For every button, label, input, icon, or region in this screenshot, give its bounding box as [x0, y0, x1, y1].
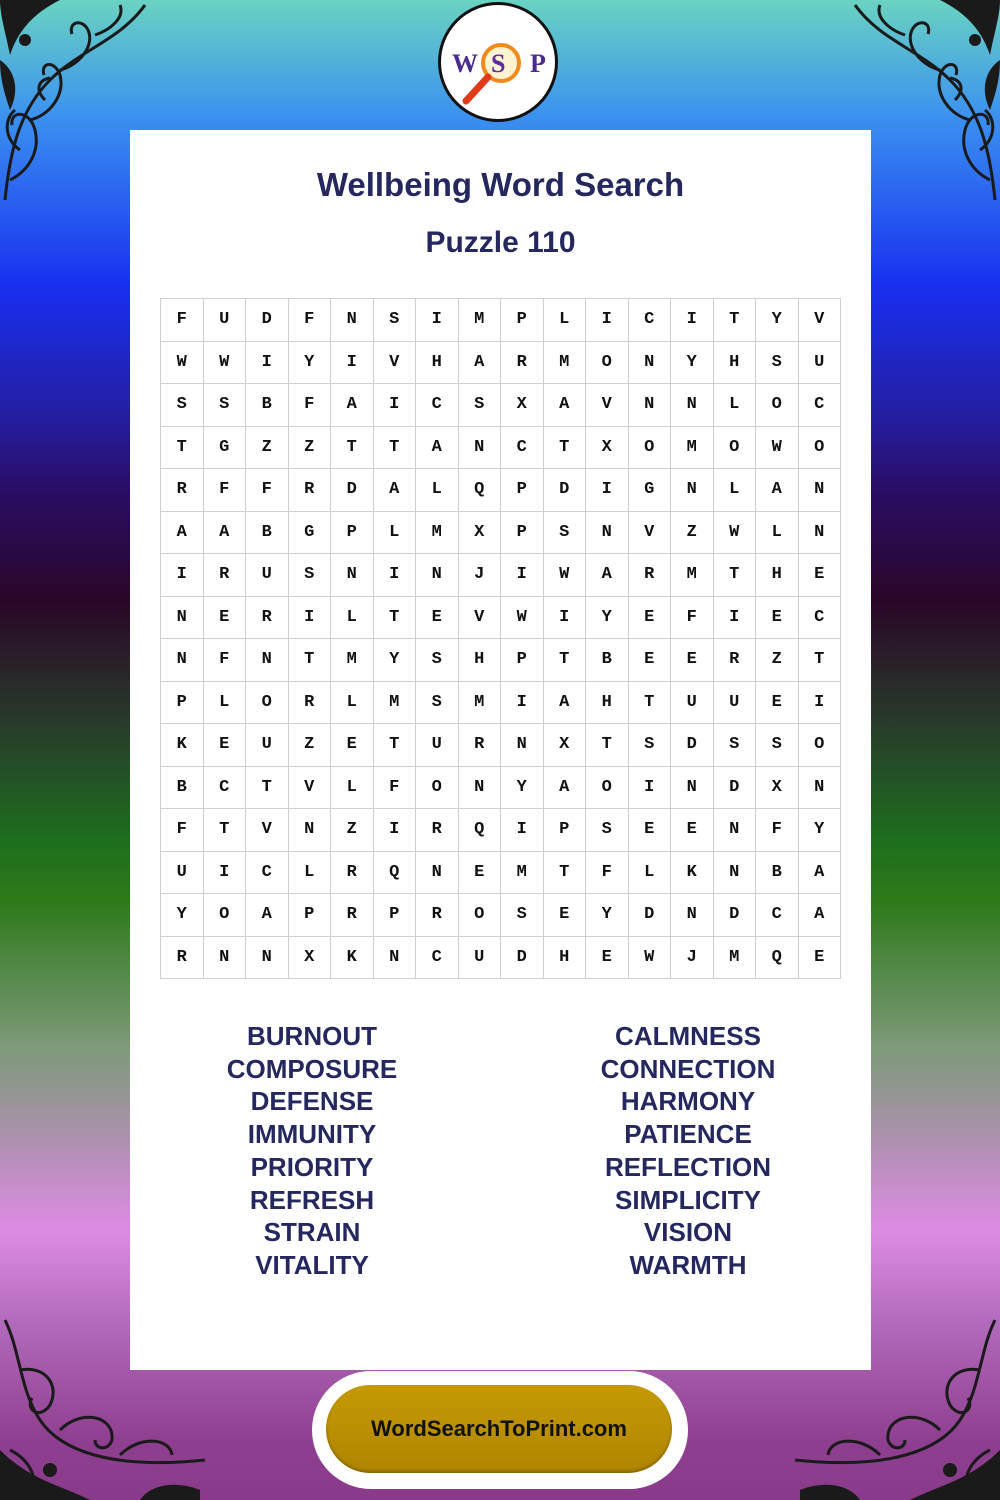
grid-cell[interactable]: N — [501, 724, 544, 767]
grid-cell[interactable]: Y — [289, 342, 332, 385]
word-item: PRIORITY — [250, 1151, 374, 1182]
grid-cell[interactable]: E — [544, 894, 587, 937]
grid-cell[interactable]: I — [246, 342, 289, 385]
grid-cell[interactable]: I — [586, 299, 629, 342]
grid-cell[interactable]: Y — [501, 767, 544, 810]
word-item: SIMPLICITY — [615, 1184, 761, 1215]
grid-cell[interactable]: N — [799, 767, 842, 810]
grid-cell[interactable]: E — [799, 554, 842, 597]
grid-cell[interactable]: N — [714, 852, 757, 895]
logo-letter-w: W — [452, 49, 478, 78]
word-item: CALMNESS — [615, 1021, 761, 1051]
grid-cell[interactable]: R — [289, 682, 332, 725]
grid-cell[interactable]: G — [289, 512, 332, 555]
grid-cell[interactable]: C — [756, 894, 799, 937]
word-item: IMMUNITY — [247, 1119, 377, 1150]
grid-cell[interactable]: T — [246, 767, 289, 810]
grid-cell[interactable]: F — [289, 384, 332, 427]
grid-cell[interactable]: C — [416, 384, 459, 427]
grid-cell[interactable]: F — [671, 597, 714, 640]
grid-cell[interactable]: I — [331, 342, 374, 385]
grid-cell[interactable]: S — [501, 894, 544, 937]
grid-cell[interactable]: S — [629, 724, 672, 767]
grid-cell[interactable]: H — [714, 342, 757, 385]
grid-cell[interactable]: N — [459, 427, 502, 470]
grid-cell[interactable]: V — [799, 299, 842, 342]
grid-cell[interactable]: U — [714, 682, 757, 725]
grid-cell[interactable]: R — [459, 724, 502, 767]
grid-cell[interactable]: N — [671, 384, 714, 427]
grid-cell[interactable]: P — [289, 894, 332, 937]
grid-cell[interactable]: U — [204, 299, 247, 342]
corner-ornament-top-left — [0, 0, 150, 210]
grid-cell[interactable]: M — [459, 682, 502, 725]
grid-cell[interactable]: N — [246, 937, 289, 980]
grid-cell[interactable]: V — [459, 597, 502, 640]
grid-cell[interactable]: X — [501, 384, 544, 427]
grid-cell[interactable]: P — [374, 894, 417, 937]
grid-cell[interactable]: N — [161, 639, 204, 682]
grid-cell[interactable]: O — [586, 342, 629, 385]
grid-cell[interactable]: C — [416, 937, 459, 980]
puzzle-number: Puzzle 110 — [425, 226, 576, 259]
grid-cell[interactable]: B — [246, 512, 289, 555]
grid-cell[interactable]: W — [204, 342, 247, 385]
grid-cell[interactable]: N — [586, 512, 629, 555]
grid-cell[interactable]: I — [416, 299, 459, 342]
grid-cell[interactable]: W — [629, 937, 672, 980]
grid-cell[interactable]: O — [756, 384, 799, 427]
grid-cell[interactable]: P — [501, 639, 544, 682]
grid-cell[interactable]: E — [331, 724, 374, 767]
grid-cell[interactable]: Y — [374, 639, 417, 682]
grid-cell[interactable]: S — [204, 384, 247, 427]
grid-cell[interactable]: N — [799, 512, 842, 555]
grid-cell[interactable]: N — [374, 937, 417, 980]
grid-cell[interactable]: L — [204, 682, 247, 725]
grid-cell[interactable]: R — [161, 937, 204, 980]
grid-cell[interactable]: H — [756, 554, 799, 597]
grid-cell[interactable]: P — [161, 682, 204, 725]
grid-cell[interactable]: K — [331, 937, 374, 980]
grid-cell[interactable]: T — [544, 427, 587, 470]
grid-cell[interactable]: I — [671, 299, 714, 342]
grid-cell[interactable]: N — [246, 639, 289, 682]
grid-cell[interactable]: X — [756, 767, 799, 810]
grid-cell[interactable]: T — [374, 597, 417, 640]
grid-cell[interactable]: E — [204, 597, 247, 640]
word-item: REFRESH — [249, 1184, 375, 1215]
grid-cell[interactable]: E — [671, 639, 714, 682]
word-item: COMPOSURE — [226, 1053, 398, 1084]
grid-cell[interactable]: A — [374, 469, 417, 512]
grid-cell[interactable]: D — [671, 724, 714, 767]
grid-cell[interactable]: F — [204, 639, 247, 682]
grid-cell[interactable]: N — [799, 469, 842, 512]
grid-cell[interactable]: A — [544, 767, 587, 810]
grid-cell[interactable]: P — [501, 299, 544, 342]
grid-cell[interactable]: L — [416, 469, 459, 512]
grid-cell[interactable]: J — [671, 937, 714, 980]
grid-cell[interactable]: B — [161, 767, 204, 810]
grid-cell[interactable]: S — [544, 512, 587, 555]
grid-cell[interactable]: P — [544, 809, 587, 852]
word-item: BURNOUT — [247, 1021, 377, 1051]
grid-cell[interactable]: T — [289, 639, 332, 682]
grid-cell[interactable]: R — [204, 554, 247, 597]
grid-cell[interactable]: O — [586, 767, 629, 810]
grid-cell[interactable]: S — [374, 299, 417, 342]
grid-cell[interactable]: N — [204, 937, 247, 980]
grid-cell[interactable]: A — [544, 384, 587, 427]
grid-cell[interactable]: A — [799, 894, 842, 937]
grid-cell[interactable]: A — [416, 427, 459, 470]
word-item: DEFENSE — [250, 1086, 374, 1117]
grid-cell[interactable]: E — [671, 809, 714, 852]
grid-cell[interactable]: I — [799, 682, 842, 725]
word-item: VITALITY — [255, 1249, 369, 1280]
grid-cell[interactable]: G — [204, 427, 247, 470]
grid-cell[interactable]: R — [161, 469, 204, 512]
grid-cell[interactable]: N — [331, 299, 374, 342]
grid-cell[interactable]: C — [629, 299, 672, 342]
grid-cell[interactable]: P — [331, 512, 374, 555]
grid-cell[interactable]: R — [246, 597, 289, 640]
grid-cell[interactable]: E — [204, 724, 247, 767]
grid-cell[interactable]: V — [246, 809, 289, 852]
grid-cell[interactable]: V — [629, 512, 672, 555]
grid-cell[interactable]: N — [671, 469, 714, 512]
grid-cell[interactable]: D — [629, 894, 672, 937]
grid-cell[interactable]: A — [544, 682, 587, 725]
grid-cell[interactable]: Y — [161, 894, 204, 937]
grid-cell[interactable]: S — [586, 809, 629, 852]
logo-letter-p: P — [530, 49, 546, 78]
grid-cell[interactable]: W — [756, 427, 799, 470]
site-link-text: WordSearchToPrint.com — [371, 1416, 627, 1441]
grid-cell[interactable]: S — [416, 682, 459, 725]
grid-cell[interactable]: E — [799, 937, 842, 980]
grid-cell[interactable]: P — [501, 512, 544, 555]
site-logo[interactable] — [438, 2, 558, 122]
grid-cell[interactable]: V — [374, 342, 417, 385]
grid-cell[interactable]: N — [629, 342, 672, 385]
word-item: CONNECTION — [600, 1053, 776, 1084]
grid-cell[interactable]: T — [714, 554, 757, 597]
puzzle-card — [130, 130, 871, 1370]
grid-cell[interactable]: M — [459, 299, 502, 342]
grid-cell[interactable]: I — [586, 469, 629, 512]
grid-cell[interactable]: E — [756, 597, 799, 640]
grid-cell[interactable]: M — [544, 342, 587, 385]
grid-cell[interactable]: R — [416, 894, 459, 937]
grid-cell[interactable]: Z — [246, 427, 289, 470]
grid-cell[interactable]: M — [671, 554, 714, 597]
grid-cell[interactable]: W — [544, 554, 587, 597]
grid-cell[interactable]: L — [756, 512, 799, 555]
letter-grid — [160, 298, 841, 979]
grid-cell[interactable]: T — [204, 809, 247, 852]
grid-cell[interactable]: T — [331, 427, 374, 470]
grid-cell[interactable]: L — [544, 299, 587, 342]
grid-cell[interactable]: R — [416, 809, 459, 852]
grid-cell[interactable]: U — [246, 724, 289, 767]
grid-cell[interactable]: M — [714, 937, 757, 980]
grid-cell[interactable]: T — [714, 299, 757, 342]
word-item: PATIENCE — [624, 1119, 752, 1150]
grid-cell[interactable]: A — [246, 894, 289, 937]
grid-cell[interactable]: T — [161, 427, 204, 470]
grid-cell[interactable]: N — [459, 767, 502, 810]
word-item: HARMONY — [620, 1086, 756, 1117]
word-item: STRAIN — [263, 1217, 361, 1248]
footer-badge — [312, 1371, 688, 1489]
grid-cell[interactable]: C — [204, 767, 247, 810]
grid-cell[interactable]: U — [671, 682, 714, 725]
word-list-right — [538, 1020, 838, 1282]
grid-cell[interactable]: Q — [374, 852, 417, 895]
grid-cell[interactable]: R — [331, 894, 374, 937]
grid-cell[interactable]: L — [714, 469, 757, 512]
site-link-button[interactable] — [326, 1385, 672, 1473]
grid-cell[interactable]: Z — [671, 512, 714, 555]
grid-cell[interactable]: Y — [586, 894, 629, 937]
grid-cell[interactable]: I — [629, 767, 672, 810]
grid-cell[interactable]: I — [501, 682, 544, 725]
grid-cell[interactable]: S — [756, 724, 799, 767]
grid-cell[interactable]: N — [629, 384, 672, 427]
grid-cell[interactable]: U — [161, 852, 204, 895]
grid-cell[interactable]: D — [544, 469, 587, 512]
grid-cell[interactable]: S — [289, 554, 332, 597]
grid-cell[interactable]: B — [756, 852, 799, 895]
grid-cell[interactable]: I — [161, 554, 204, 597]
page-title: Wellbeing Word Search — [316, 166, 685, 203]
grid-cell[interactable]: R — [289, 469, 332, 512]
grid-cell[interactable]: U — [416, 724, 459, 767]
grid-cell[interactable]: F — [161, 809, 204, 852]
grid-cell[interactable]: N — [671, 894, 714, 937]
grid-cell[interactable]: U — [799, 342, 842, 385]
grid-cell[interactable]: I — [374, 809, 417, 852]
grid-cell[interactable]: L — [331, 682, 374, 725]
grid-cell[interactable]: F — [204, 469, 247, 512]
grid-cell[interactable]: W — [501, 597, 544, 640]
grid-cell[interactable]: W — [714, 512, 757, 555]
grid-cell[interactable]: C — [246, 852, 289, 895]
grid-cell[interactable]: S — [459, 384, 502, 427]
grid-cell[interactable]: E — [756, 682, 799, 725]
grid-cell[interactable]: A — [756, 469, 799, 512]
grid-cell[interactable]: V — [586, 384, 629, 427]
grid-cell[interactable]: O — [416, 767, 459, 810]
grid-cell[interactable]: C — [799, 384, 842, 427]
grid-cell[interactable]: O — [246, 682, 289, 725]
grid-cell[interactable]: M — [671, 427, 714, 470]
grid-cell[interactable]: T — [374, 427, 417, 470]
grid-cell[interactable]: S — [756, 342, 799, 385]
grid-cell[interactable]: T — [629, 682, 672, 725]
grid-cell[interactable]: Z — [756, 639, 799, 682]
grid-cell[interactable]: N — [331, 554, 374, 597]
grid-cell[interactable]: R — [501, 342, 544, 385]
grid-cell[interactable]: L — [331, 597, 374, 640]
grid-cell[interactable]: H — [416, 342, 459, 385]
grid-cell[interactable]: O — [799, 427, 842, 470]
grid-cell[interactable]: Y — [586, 597, 629, 640]
grid-cell[interactable]: F — [756, 809, 799, 852]
grid-cell[interactable]: V — [289, 767, 332, 810]
word-item: REFLECTION — [604, 1151, 772, 1182]
grid-cell[interactable]: Q — [756, 937, 799, 980]
grid-cell[interactable]: E — [586, 937, 629, 980]
grid-cell[interactable]: I — [544, 597, 587, 640]
grid-cell[interactable]: X — [544, 724, 587, 767]
grid-cell[interactable]: W — [161, 342, 204, 385]
grid-cell[interactable]: S — [161, 384, 204, 427]
grid-cell[interactable]: X — [459, 512, 502, 555]
grid-cell[interactable]: R — [331, 852, 374, 895]
grid-cell[interactable]: D — [714, 894, 757, 937]
grid-cell[interactable]: R — [714, 639, 757, 682]
grid-cell[interactable]: E — [629, 597, 672, 640]
grid-cell[interactable]: A — [331, 384, 374, 427]
grid-cell[interactable]: F — [374, 767, 417, 810]
grid-cell[interactable]: M — [374, 682, 417, 725]
grid-cell[interactable]: M — [416, 512, 459, 555]
grid-cell[interactable]: A — [204, 512, 247, 555]
grid-cell[interactable]: C — [799, 597, 842, 640]
grid-cell[interactable]: I — [714, 597, 757, 640]
word-item: VISION — [643, 1217, 733, 1248]
grid-cell[interactable]: P — [501, 469, 544, 512]
grid-cell[interactable]: F — [289, 299, 332, 342]
grid-cell[interactable]: T — [544, 639, 587, 682]
grid-cell[interactable]: N — [671, 767, 714, 810]
grid-cell[interactable]: O — [629, 427, 672, 470]
grid-cell[interactable]: E — [416, 597, 459, 640]
grid-cell[interactable]: O — [204, 894, 247, 937]
grid-cell[interactable]: L — [374, 512, 417, 555]
grid-cell[interactable]: D — [331, 469, 374, 512]
grid-cell[interactable]: S — [416, 639, 459, 682]
grid-cell[interactable]: I — [501, 554, 544, 597]
grid-cell[interactable]: D — [714, 767, 757, 810]
grid-cell[interactable]: T — [374, 724, 417, 767]
grid-cell[interactable]: F — [586, 852, 629, 895]
grid-cell[interactable]: L — [714, 384, 757, 427]
grid-cell[interactable]: N — [714, 809, 757, 852]
grid-cell[interactable]: G — [629, 469, 672, 512]
grid-cell[interactable]: R — [629, 554, 672, 597]
grid-cell[interactable]: L — [629, 852, 672, 895]
grid-cell[interactable]: B — [586, 639, 629, 682]
grid-cell[interactable]: F — [161, 299, 204, 342]
grid-cell[interactable]: I — [204, 852, 247, 895]
grid-cell[interactable]: I — [501, 809, 544, 852]
grid-cell[interactable]: X — [586, 427, 629, 470]
grid-cell[interactable]: T — [586, 724, 629, 767]
grid-cell[interactable]: B — [246, 384, 289, 427]
grid-cell[interactable]: J — [459, 554, 502, 597]
grid-cell[interactable]: A — [586, 554, 629, 597]
grid-cell[interactable]: Y — [799, 809, 842, 852]
grid-cell[interactable]: Z — [289, 427, 332, 470]
grid-cell[interactable]: A — [161, 512, 204, 555]
grid-cell[interactable]: Y — [756, 299, 799, 342]
grid-cell[interactable]: O — [714, 427, 757, 470]
grid-cell[interactable]: N — [289, 809, 332, 852]
grid-cell[interactable]: Q — [459, 469, 502, 512]
grid-cell[interactable]: E — [629, 639, 672, 682]
grid-cell[interactable]: K — [671, 852, 714, 895]
grid-cell[interactable]: I — [289, 597, 332, 640]
grid-cell[interactable]: N — [416, 554, 459, 597]
grid-cell[interactable]: M — [501, 852, 544, 895]
grid-cell[interactable]: D — [246, 299, 289, 342]
grid-cell[interactable]: I — [374, 554, 417, 597]
grid-cell[interactable]: T — [544, 852, 587, 895]
grid-cell[interactable]: O — [459, 894, 502, 937]
grid-cell[interactable]: X — [289, 937, 332, 980]
grid-cell[interactable]: Z — [289, 724, 332, 767]
grid-cell[interactable]: U — [459, 937, 502, 980]
grid-cell[interactable]: N — [416, 852, 459, 895]
grid-cell[interactable]: L — [289, 852, 332, 895]
grid-cell[interactable]: H — [586, 682, 629, 725]
grid-cell[interactable]: N — [161, 597, 204, 640]
grid-cell[interactable]: S — [714, 724, 757, 767]
word-list-left — [162, 1020, 462, 1282]
grid-cell[interactable]: I — [374, 384, 417, 427]
grid-cell[interactable]: H — [544, 937, 587, 980]
grid-cell[interactable]: Q — [459, 809, 502, 852]
grid-cell[interactable]: D — [501, 937, 544, 980]
grid-cell[interactable]: E — [629, 809, 672, 852]
logo-letter-s: S — [491, 49, 506, 78]
grid-cell[interactable]: F — [246, 469, 289, 512]
word-item: WARMTH — [629, 1249, 747, 1280]
grid-cell[interactable]: H — [459, 639, 502, 682]
grid-cell[interactable]: O — [799, 724, 842, 767]
grid-cell[interactable]: Z — [331, 809, 374, 852]
grid-cell[interactable]: Y — [671, 342, 714, 385]
grid-cell[interactable]: K — [161, 724, 204, 767]
grid-cell[interactable]: A — [459, 342, 502, 385]
grid-cell[interactable]: A — [799, 852, 842, 895]
corner-ornament-top-right — [850, 0, 1000, 210]
grid-cell[interactable]: C — [501, 427, 544, 470]
grid-cell[interactable]: L — [331, 767, 374, 810]
grid-cell[interactable]: U — [246, 554, 289, 597]
grid-cell[interactable]: E — [459, 852, 502, 895]
grid-cell[interactable]: T — [799, 639, 842, 682]
grid-cell[interactable]: M — [331, 639, 374, 682]
